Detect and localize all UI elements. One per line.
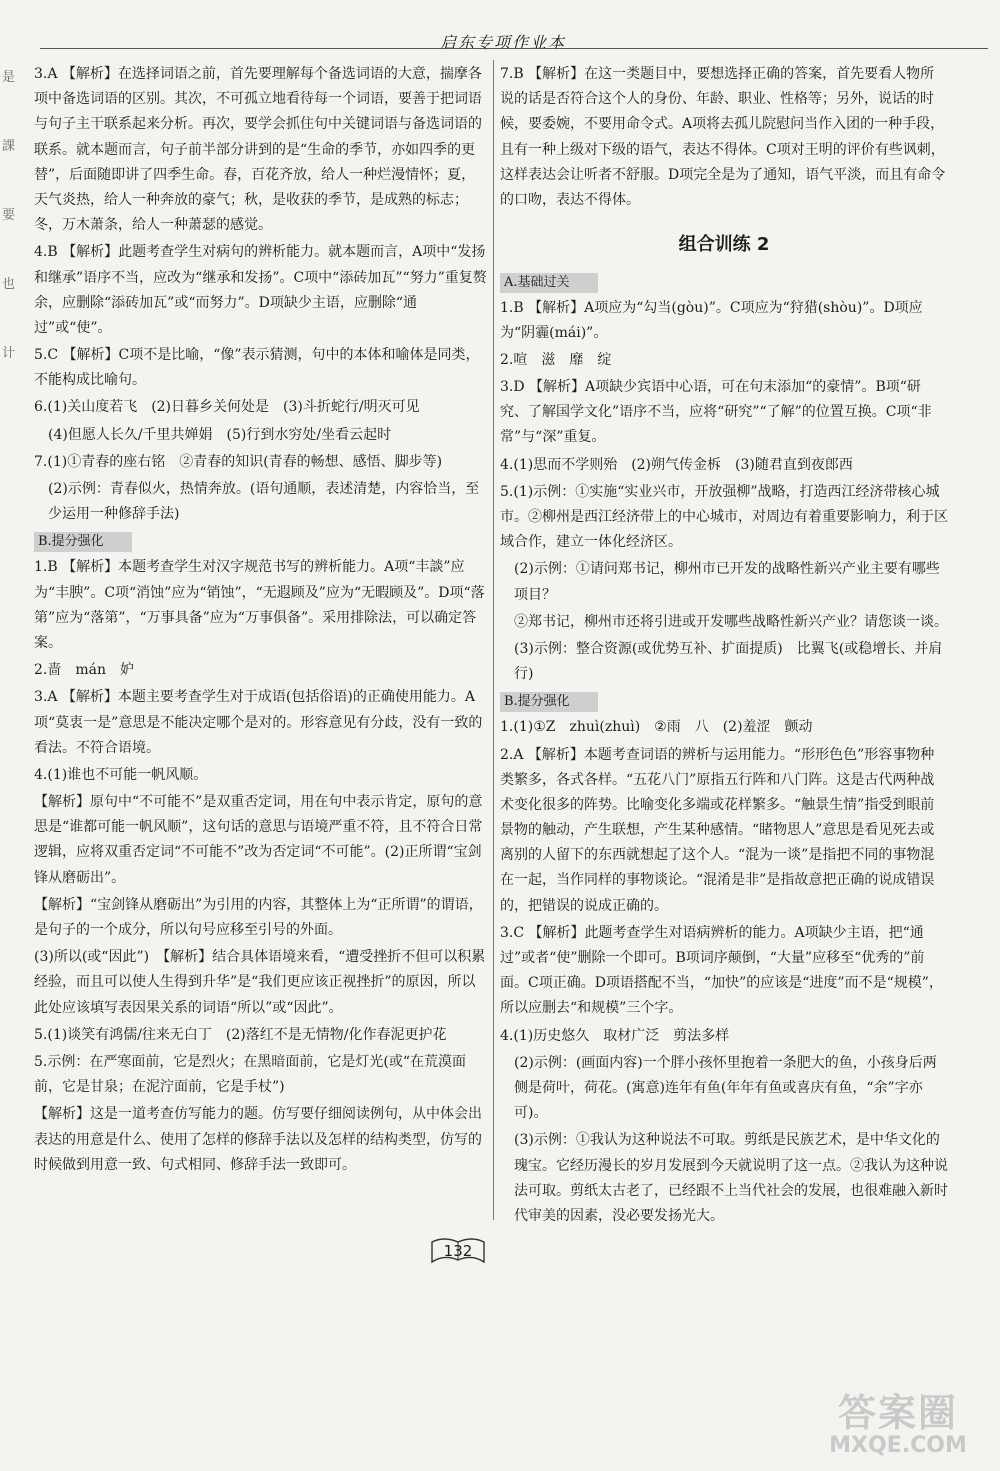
- answer-paragraph: 5.示例：在严寒面前，它是烈火；在黑暗面前，它是灯光(或“在荒漠面前，它是甘泉；在泥泞面前，它是手杖”): [34, 1053, 466, 1096]
- header-rule: [40, 48, 988, 49]
- answer-paragraph: 【解析】原句中“不可能不”是双重否定词，用在句中表示肯定，原句的意思是“谁都可能一帆风顺”，这句话的意思与语境严重不符，且不符合日常逻辑，应将双重否定词“不可能不”改为否定词“不可能”。(2)正所谓“宝剑锋从磨砺出”。: [34, 794, 483, 886]
- answer-paragraph: 4.(1)思而不学则殆 (2)朔气传金柝 (3)随君直到夜郎西: [500, 456, 853, 473]
- answer-paragraph: 2.喧 滋 靡 绽: [500, 351, 612, 368]
- answer-paragraph: (3)示例：①我认为这种说法不可取。剪纸是民族艺术，是中华文化的瑰宝。它经历漫长的岁月发展到今天就说明了这一点。②我认为这种说法可取。剪纸太古老了，已经跟不上当代社会的发展，也很难融入新时代审美的因素，没必要发扬光大。: [514, 1132, 948, 1224]
- answer-paragraph: 3.C 【解析】此题考查学生对语病辨析的能力。A项缺少主语，把“通过”或者“使”删除一个即可。B项词序颠倒，“大量”应移至“优秀的”前面。C项正确。D项语搭配不当，“加快”的应该是“进度”而不是“规模”，所以应删去“和规模”三个字。: [500, 924, 943, 1017]
- header-title: 启东专项作业本: [440, 33, 567, 52]
- section-bar-row: [500, 689, 948, 715]
- right-column: [500, 62, 948, 1231]
- answer-paragraph: 1.B 【解析】本题考查学生对汉字规范书写的辨析能力。A项“丰談”应为“丰腴”。C项“消蚀”应为“销蚀”，“无遐顾及”应为“无暇顾及”。D项“落第”应为“落第”，“万事具备”应为“万事俱备”。采用排除法，可以确定答案。: [34, 559, 485, 651]
- answer-paragraph: 1.B 【解析】A项应为“勾当(gòu)”。C项应为“狩猎(shòu)”。D项应为“阴霾(mái)”。: [500, 299, 923, 341]
- section-bar: B.提分强化: [500, 692, 598, 712]
- watermark-logo: [808, 1382, 988, 1458]
- answer-paragraph: 4.B 【解析】此题考查学生对病句的辨析能力。就本题而言，A项中“发扬和继承”语序不当，应改为“继承和发扬”。C项中“添砖加瓦”“努力”重复赘余，应删除“添砖加瓦”或“而努力”。D项缺少主语，应删除“通过”或“使”。: [34, 244, 487, 336]
- answer-paragraph: 1.(1)①Z zhuì(zhuì) ②雨 八 (2)羞涩 颤动: [500, 719, 813, 736]
- answer-paragraph: 7.B 【解析】在这一类题目中，要想选择正确的答案，首先要看人物所说的话是否符合这个人的身份、年龄、职业、性格等；另外，说话的时候，要委婉，不要用命令式。A项将去孤儿院慰问当作入团的一种手段，且有一种上级对下级的语气，表达不得体。C项对王明的评价有些讽刺，这样表达会让听者不舒服。D项完全是为了通知，语气平淡，而且有命令的口吻，表达不得体。: [500, 66, 946, 208]
- left-column: [34, 62, 487, 1180]
- margin-strip: [2, 70, 18, 414]
- answer-paragraph: 5.(1)谈笑有鸿儒/往来无白丁 (2)落红不是无情物/化作春泥更护花: [34, 1026, 447, 1043]
- section-bar: A.基础过关: [500, 273, 598, 293]
- answer-paragraph: 5.C 【解析】C项不是比喻，“像”表示猜测，句中的本体和喻体是同类，不能构成比喻句。: [34, 347, 480, 389]
- page-number: [428, 1236, 488, 1266]
- answer-paragraph: 2.啬 mán 妒: [34, 662, 134, 679]
- margin-char: 也: [2, 276, 16, 292]
- margin-char: 计: [2, 345, 16, 361]
- watermark-line2: MXQE.COM: [829, 1433, 967, 1458]
- answer-paragraph: (3)所以(或“因此”) 【解析】结合具体语境来看，“遭受挫折不但可以积累经验，而且可以使人生得到升华”是“我们更应该正视挫折”的原因，所以此处应该填写表因果关系的词语“所以”或“因此”。: [34, 949, 486, 1016]
- answer-paragraph: 【解析】这是一道考查仿写能力的题。仿写要仔细阅读例句，从中体会出表达的用意是什么、使用了怎样的修辞手法以及怎样的结构类型，仿写的时候做到用意一致、句式相同、修辞手法一致即可。: [34, 1106, 482, 1173]
- section-title: 组合训练 2: [678, 234, 770, 256]
- answer-paragraph: (2)示例：①请问郑书记，柳州市已开发的战略性新兴产业主要有哪些项目？: [514, 561, 940, 603]
- answer-paragraph: 4.(1)历史悠久 取材广泛 剪法多样: [500, 1027, 730, 1044]
- margin-char: 是: [2, 70, 16, 85]
- section-bar: B.提分强化: [34, 532, 132, 552]
- column-divider: [493, 60, 494, 1220]
- answer-paragraph: (4)但愿人长久/千里共婵娟 (5)行到水穷处/坐看云起时: [48, 426, 392, 443]
- answer-paragraph: ②郑书记，柳州市还将引进或开发哪些战略性新兴产业？请您谈一谈。: [514, 613, 948, 630]
- watermark-line1: 答案圈: [837, 1391, 958, 1435]
- answer-paragraph: 3.D 【解析】A项缺少宾语中心语，可在句末添加“的豪情”。B项“研究、了解国学文化”语序不当，应将“研究”“了解”的位置互换。C项“非常”与“深”重复。: [500, 379, 932, 446]
- section-bar-row: [34, 529, 487, 555]
- page-number-text: 132: [443, 1242, 473, 1260]
- answer-paragraph: 【解析】“宝剑锋从磨砺出”为引用的内容，其整体上为“正所谓”的谓语，是句子的一个成分，所以句号应移至引号的外面。: [34, 896, 483, 938]
- section-bar-row: [500, 270, 948, 296]
- margin-char: 課: [2, 138, 16, 154]
- answer-paragraph: 5.(1)示例：①实施“实业兴市，开放强柳”战略，打造西江经济带核心城市。②柳州是西江经济带上的中心城市，对周边有着重要影响力，利于区域合作，建立一体化经济区。: [500, 483, 948, 551]
- answer-paragraph: 3.A 【解析】在选择词语之前，首先要理解每个备选词语的大意，揣摩各项中备选词语的区别。其次，不可孤立地看待每一个词语，要善于把词语与句子主干联系起来分析。再次，要学会抓住句中关键词语与备选词语的联系。就本题而言，句子前半部分讲到的是“生命的季节，亦如四季的更替”，后面随即讲了四季生命。春，百花齐放，给人一种烂漫情怀；夏，天气炎热，给人一种奔放的豪气；秋，是收获的季节，是成熟的标志；冬，万木萧条，给人一种萧瑟的感觉。: [34, 66, 482, 234]
- answer-paragraph: (3)示例：整合资源(或优势互补、扩面提质) 比翼飞(或稳增长、并肩行): [514, 640, 943, 683]
- answer-paragraph: (2)示例：青春似火，热情奔放。(语句通顺，表述清楚，内容恰当，至少运用一种修辞手法): [48, 481, 480, 523]
- answer-paragraph: 7.(1)①青春的座右铭 ②青春的知识(青春的畅想、感悟、脚步等): [34, 453, 443, 470]
- answer-paragraph: 6.(1)关山度若飞 (2)日暮乡关何处是 (3)斗折蛇行/明灭可见: [34, 399, 420, 416]
- answer-paragraph: 4.(1)谁也不可能一帆风顺。: [34, 766, 208, 783]
- answer-paragraph: (2)示例：(画面内容)一个胖小孩怀里抱着一条肥大的鱼，小孩身后两侧是荷叶，荷花。(寓意)连年有鱼(年年有鱼或喜庆有鱼，“余”字亦可)。: [514, 1054, 937, 1122]
- answer-paragraph: 2.A 【解析】本题考查词语的辨析与运用能力。“形形色色”形容事物种类繁多，各式各样。“五花八门”原指五行阵和八门阵。这是古代两种战术变化很多的阵势。比喻变化多端或花样繁多。“触景生情”指受到眼前景物的触动，产生联想，产生某种感情。“睹物思人”意思是看见死去或离别的人留下的东西就想起了这个人。“混为一谈”是指把不同的事物混在一起，当作同样的事物谈论。“混淆是非”是指故意把正确的说成错误的，把错误的说成正确的。: [500, 746, 935, 914]
- margin-char: 要: [2, 207, 16, 223]
- answer-paragraph: 3.A 【解析】本题主要考查学生对于成语(包括俗语)的正确使用能力。A项“莫衷一是”意思是不能决定哪个是对的。形容意见有分歧，没有一致的看法。不符合语境。: [34, 689, 483, 756]
